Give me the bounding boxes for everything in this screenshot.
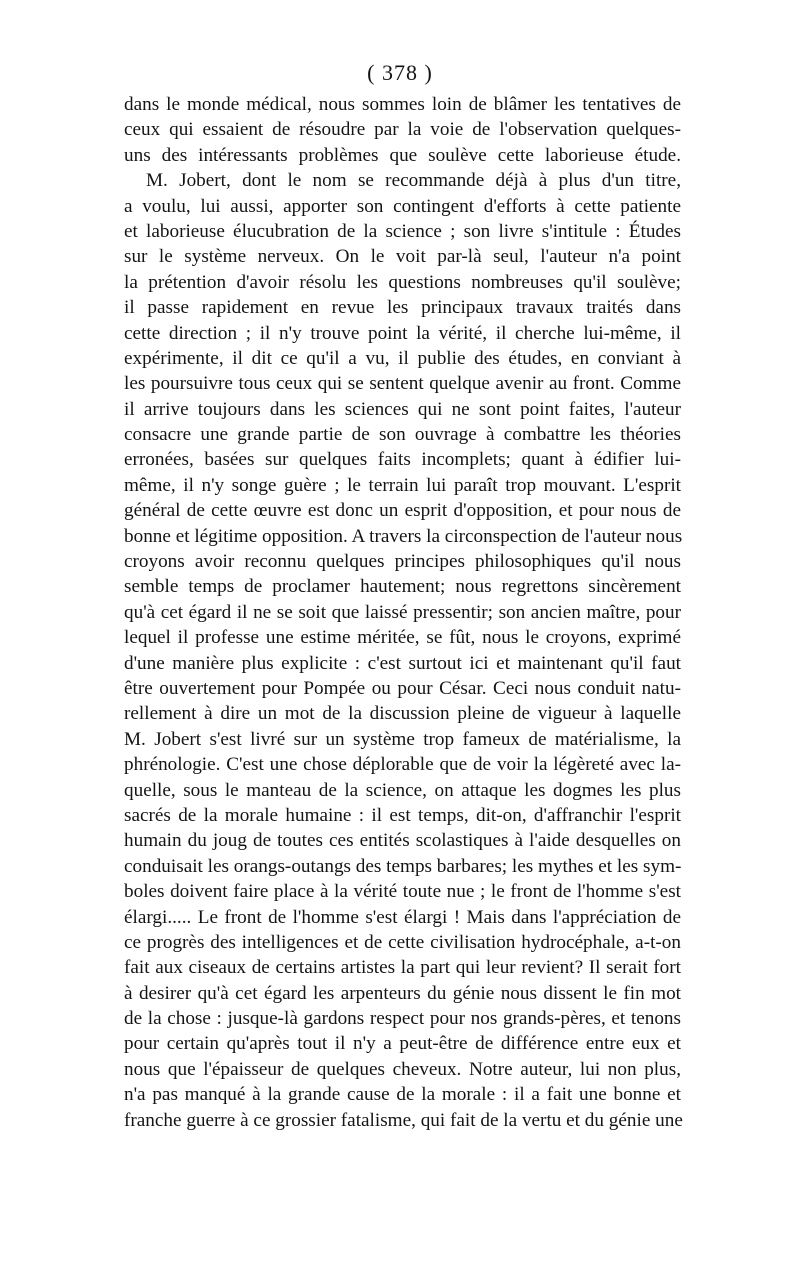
text-line: d'une manière plus explicite : c'est surtout ici et maintenant qu'il faut — [124, 652, 681, 674]
text-line: les poursuivre tous ceux qui se sentent quelque avenir au front. Comme — [124, 373, 681, 395]
text-line: pour certain qu'après tout il n'y a peut-être de différence entre eux et — [124, 1033, 681, 1055]
text-line: lequel il professe une estime méritée, se fût, nous le croyons, exprimé — [124, 627, 681, 649]
text-line: phrénologie. C'est une chose déplorable que de voir la légèreté avec la- — [124, 754, 681, 776]
text-line: a voulu, lui aussi, apporter son contingent d'efforts à cette patiente — [124, 195, 681, 217]
text-line: cette direction ; il n'y trouve point la vérité, il cherche lui-même, il — [124, 322, 681, 344]
text-line: à desirer qu'à cet égard les arpenteurs du génie nous dissent le fin mot — [124, 982, 681, 1004]
text-line: la prétention d'avoir résolu les questions nombreuses qu'il soulève; — [124, 271, 681, 293]
text-line: sur le système nerveux. On le voit par-là seul, l'auteur n'a point — [124, 246, 681, 268]
body-text — [124, 92, 681, 1133]
text-line: conduisait les orangs-outangs des temps barbares; les mythes et les sym- — [124, 855, 682, 877]
text-line: M. Jobert, dont le nom se recommande déjà à plus d'un titre, — [146, 170, 681, 192]
text-line: ce progrès des intelligences et de cette civilisation hydrocéphale, a-t-on — [124, 931, 681, 953]
text-line: M. Jobert s'est livré sur un système trop fameux de matérialisme, la — [124, 728, 681, 750]
text-line: consacre une grande partie de son ouvrage à combattre les théories — [124, 424, 681, 446]
text-line: croyons avoir reconnu quelques principes philosophiques qu'il nous — [124, 551, 681, 573]
text-line: sacrés de la morale humaine : il est temps, dit-on, d'affranchir l'esprit — [124, 804, 681, 826]
text-line: général de cette œuvre est donc un esprit d'opposition, et pour nous de — [124, 500, 681, 522]
text-line: et laborieuse élucubration de la science ; son livre s'intitule : Études — [124, 220, 681, 242]
page-number: ( 378 ) — [367, 60, 433, 85]
text-line: ceux qui essaient de résoudre par la voie de l'observation quelques- — [124, 119, 681, 141]
text-line: rellement à dire un mot de la discussion pleine de vigueur à laquelle — [124, 703, 681, 725]
text-line: bonne et légitime opposition. A travers la circonspection de l'auteur nous — [124, 525, 683, 547]
text-line: uns des intéressants problèmes que soulève cette laborieuse étude. — [124, 144, 681, 166]
text-line: semble temps de proclamer hautement; nous regrettons sincèrement — [124, 576, 681, 598]
text-line: il arrive toujours dans les sciences qui ne sont point faites, l'auteur — [124, 398, 681, 420]
text-line: dans le monde médical, nous sommes loin de blâmer les tentatives de — [124, 94, 681, 115]
text-line: n'a pas manqué à la grande cause de la morale : il a fait une bonne et — [124, 1084, 681, 1106]
text-line: nous que l'épaisseur de quelques cheveux. Notre auteur, lui non plus, — [124, 1058, 681, 1080]
text-line: qu'à cet égard il ne se soit que laissé pressentir; son ancien maître, pour — [124, 601, 681, 623]
text-line: boles doivent faire place à la vérité toute nue ; le front de l'homme s'est — [124, 881, 681, 903]
text-line: il passe rapidement en revue les principaux travaux traités dans — [124, 297, 681, 319]
text-line: quelle, sous le manteau de la science, on attaque les dogmes les plus — [124, 779, 681, 801]
text-line: de la chose : jusque-là gardons respect pour nos grands-pères, et tenons — [124, 1008, 681, 1030]
text-line: expérimente, il dit ce qu'il a vu, il publie des études, en conviant à — [124, 347, 681, 369]
text-line: franche guerre à ce grossier fatalisme, qui fait de la vertu et du génie une — [124, 1109, 683, 1131]
text-line: élargi..... Le front de l'homme s'est élargi ! Mais dans l'appréciation de — [124, 906, 681, 928]
text-line: même, il n'y songe guère ; le terrain lui paraît trop mouvant. L'esprit — [124, 474, 681, 496]
text-line: humain du joug de toutes ces entités scolastiques à l'aide desquelles on — [124, 830, 681, 852]
text-line: fait aux ciseaux de certains artistes la part qui leur revient? Il serait fort — [124, 957, 681, 979]
text-line: être ouvertement pour Pompée ou pour César. Ceci nous conduit natu- — [124, 677, 681, 699]
text-line: erronées, basées sur quelques faits incomplets; quant à édifier lui- — [124, 449, 681, 471]
